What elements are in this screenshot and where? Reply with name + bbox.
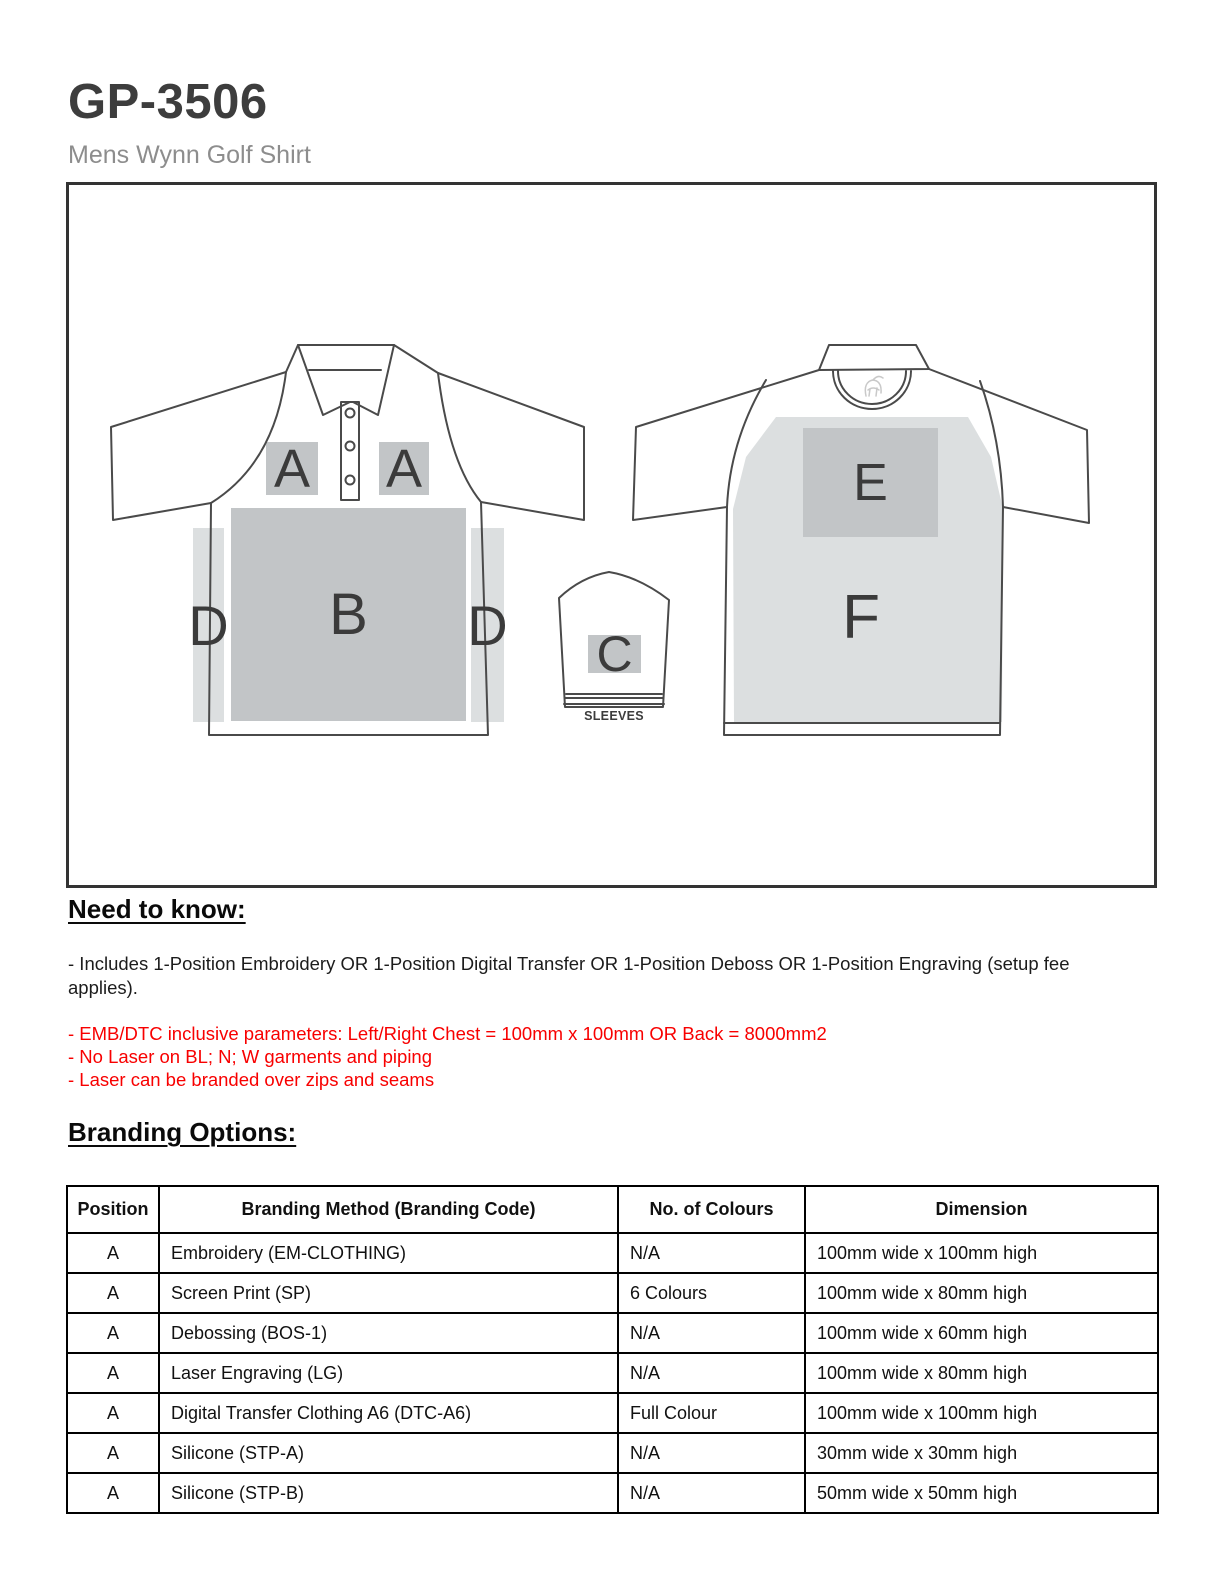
table-row	[67, 1433, 1158, 1473]
product-name: Mens Wynn Golf Shirt	[68, 141, 311, 169]
cell-dimension: 100mm wide x 60mm high	[805, 1313, 1158, 1353]
cell-position: A	[67, 1273, 159, 1313]
column-header-dimension: Dimension	[805, 1186, 1158, 1233]
branding-options-heading: Branding Options:	[68, 1117, 297, 1147]
cell-colours: 6 Colours	[618, 1273, 805, 1313]
zone-label-left-chest: A	[273, 438, 311, 499]
page-title: GP-3506	[68, 75, 268, 129]
cell-method: Silicone (STP-A)	[159, 1433, 618, 1473]
cell-colours: N/A	[618, 1233, 805, 1273]
zone-label-front-body: B	[329, 582, 368, 647]
cell-colours: N/A	[618, 1433, 805, 1473]
warning-line: - EMB/DTC inclusive parameters: Left/Right Chest = 100mm x 100mm OR Back = 8000mm2	[68, 1023, 827, 1044]
cell-dimension: 100mm wide x 80mm high	[805, 1273, 1158, 1313]
button-icon	[346, 476, 355, 485]
cell-dimension: 100mm wide x 80mm high	[805, 1353, 1158, 1393]
cell-colours: N/A	[618, 1313, 805, 1353]
warning-notes	[68, 1022, 827, 1092]
zone-label-right-side: D	[467, 593, 508, 657]
zone-label-upper-back: E	[853, 453, 888, 512]
table-row	[67, 1473, 1158, 1513]
cell-dimension: 30mm wide x 30mm high	[805, 1433, 1158, 1473]
cell-colours: Full Colour	[618, 1393, 805, 1433]
table-row	[67, 1393, 1158, 1433]
inclusion-note: - Includes 1-Position Embroidery OR 1-Position Digital Transfer OR 1-Position Deboss OR 1-Position Engraving (setup fee applies).	[68, 953, 1070, 998]
table-row	[67, 1273, 1158, 1313]
cell-colours: N/A	[618, 1353, 805, 1393]
cell-method: Screen Print (SP)	[159, 1273, 618, 1313]
zone-label-sleeve: C	[596, 626, 633, 682]
zone-label-back-body: F	[842, 582, 880, 652]
column-header-colours: No. of Colours	[618, 1186, 805, 1233]
cell-position: A	[67, 1433, 159, 1473]
zone-label-right-chest: A	[385, 438, 423, 499]
cell-dimension: 50mm wide x 50mm high	[805, 1473, 1158, 1513]
need-to-know-heading: Need to know:	[68, 894, 246, 924]
cell-dimension: 100mm wide x 100mm high	[805, 1233, 1158, 1273]
table-header-row	[67, 1186, 1158, 1233]
sleeves-caption: SLEEVES	[584, 709, 644, 723]
cell-method: Debossing (BOS-1)	[159, 1313, 618, 1353]
button-icon	[346, 409, 355, 418]
warning-line: - No Laser on BL; N; W garments and piping	[68, 1046, 433, 1068]
cell-method: Embroidery (EM-CLOTHING)	[159, 1233, 618, 1273]
cell-position: A	[67, 1473, 159, 1513]
branding-options-table	[66, 1185, 1159, 1514]
cell-method: Digital Transfer Clothing A6 (DTC-A6)	[159, 1393, 618, 1433]
column-header-position: Position	[67, 1186, 159, 1233]
cell-position: A	[67, 1393, 159, 1433]
cell-position: A	[67, 1353, 159, 1393]
table-row	[67, 1353, 1158, 1393]
branding-position-diagram	[66, 182, 1157, 888]
cell-method: Laser Engraving (LG)	[159, 1353, 618, 1393]
table-row	[67, 1313, 1158, 1353]
cell-position: A	[67, 1233, 159, 1273]
back-collar	[819, 345, 929, 370]
button-icon	[346, 442, 355, 451]
cell-position: A	[67, 1313, 159, 1353]
branding-table-body	[67, 1233, 1158, 1513]
warning-line: - Laser can be branded over zips and seams	[68, 1069, 435, 1091]
column-header-method: Branding Method (Branding Code)	[159, 1186, 618, 1233]
cell-method: Silicone (STP-B)	[159, 1473, 618, 1513]
zone-label-left-side: D	[188, 593, 229, 657]
table-row	[67, 1233, 1158, 1273]
cell-dimension: 100mm wide x 100mm high	[805, 1393, 1158, 1433]
cell-colours: N/A	[618, 1473, 805, 1513]
